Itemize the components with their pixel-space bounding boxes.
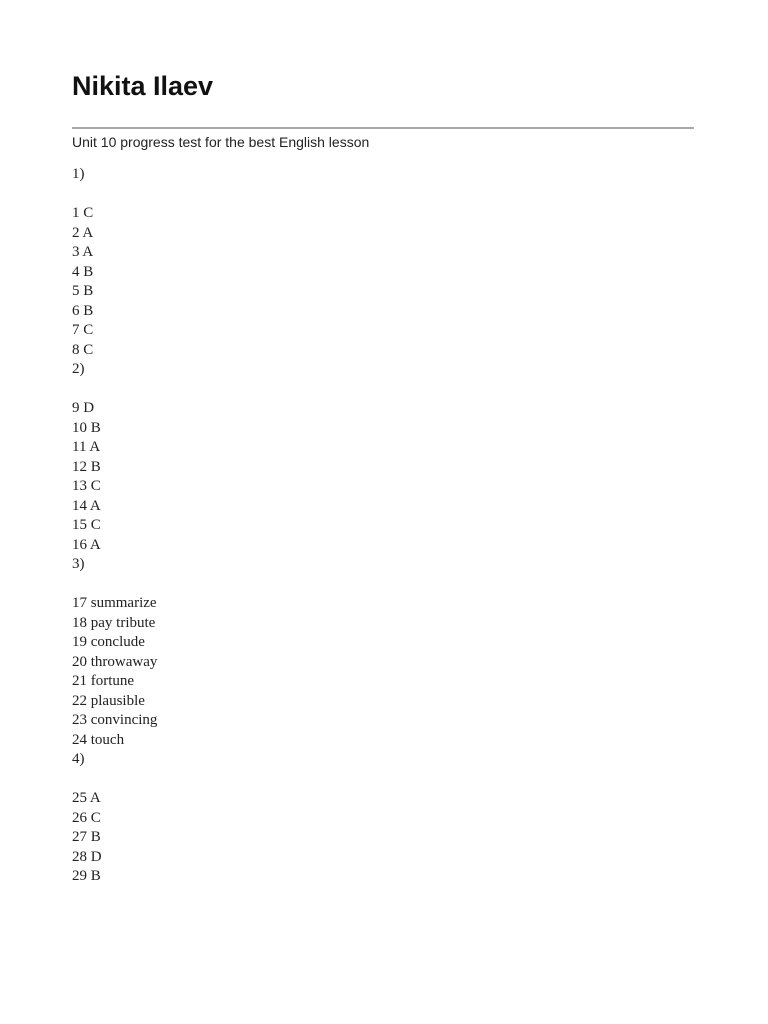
answer-line: 9 D [72,400,95,416]
answer-line: 5 B [72,283,94,299]
answer-line: 7 C [72,322,94,338]
answer-line: 16 A [72,536,101,553]
answer-line: 10 B [72,419,101,436]
answer-line: 21 fortune [72,673,135,689]
answer-line: 14 A [72,497,101,514]
answer-line: 20 throwaway [72,653,158,670]
section-heading: 1) [72,166,85,182]
answer-line: 19 conclude [72,634,145,650]
answer-line: 24 touch [72,731,125,748]
document-subtitle: Unit 10 progress test for the best English lesson [72,134,370,150]
section-heading: 4) [72,751,85,767]
answer-line: 3 A [72,244,94,260]
answer-line: 2 A [72,224,94,241]
title-divider [72,127,694,129]
answer-line: 8 C [72,341,94,358]
answer-line: 26 C [72,809,101,826]
answer-line: 12 B [72,458,101,475]
answer-line: 28 D [72,848,102,865]
answer-line: 27 B [72,829,101,845]
answer-list [72,789,157,887]
answers-body [72,165,157,887]
section-2 [72,360,157,555]
answer-line: 1 C [72,205,94,221]
answer-list [72,594,157,750]
answer-line: 13 C [72,478,101,494]
answer-line: 18 pay tribute [72,614,156,631]
section-1 [72,165,157,360]
section-4 [72,750,157,887]
section-heading: 2) [72,361,85,377]
answer-list [72,204,157,360]
section-3 [72,555,157,750]
answer-line: 17 summarize [72,595,157,611]
answer-line: 11 A [72,439,101,455]
section-heading: 3) [72,556,85,572]
answer-line: 25 A [72,790,101,806]
answer-line: 15 C [72,517,101,533]
answer-list [72,399,157,555]
document-title: Nikita Ilaev [72,71,214,101]
answer-line: 4 B [72,263,94,280]
answer-line: 22 plausible [72,692,145,709]
answer-line: 29 B [72,868,101,884]
answer-line: 23 convincing [72,712,158,728]
answer-line: 6 B [72,302,94,319]
